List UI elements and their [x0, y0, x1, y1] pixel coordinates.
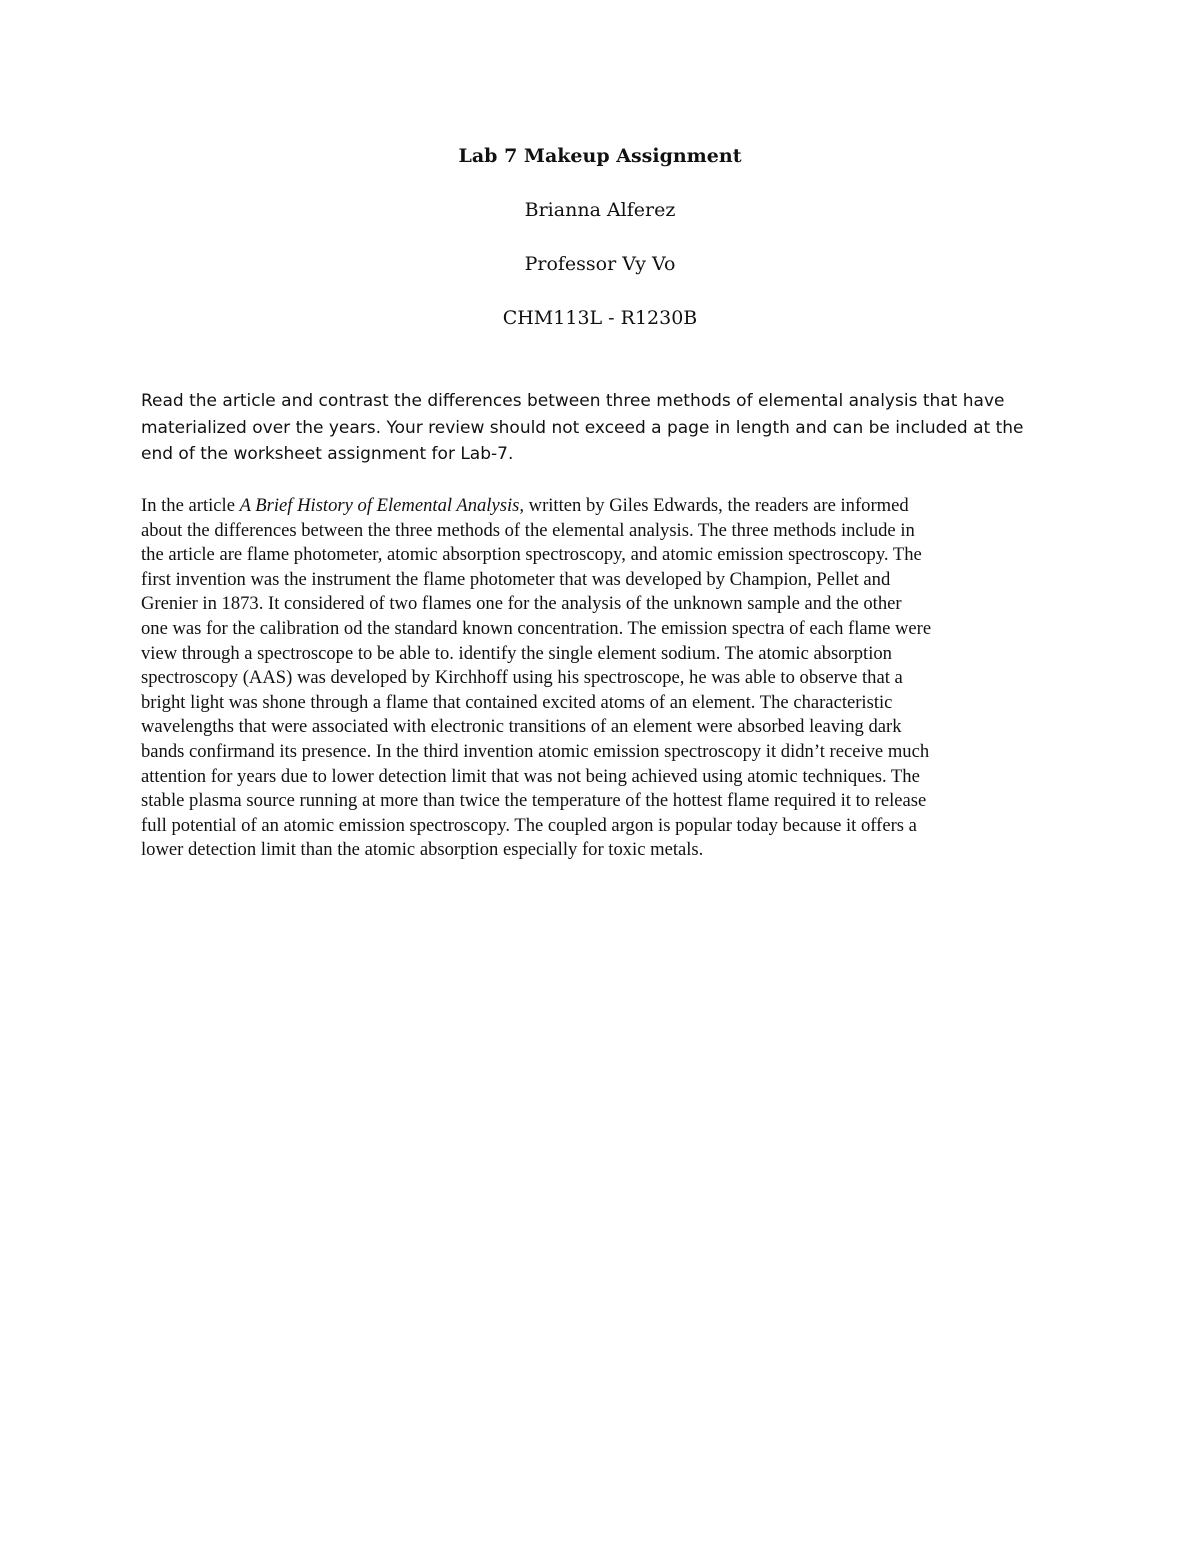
essay-line: stable plasma source running at more than twice the temperature of the hottest flame required it to release — [141, 790, 927, 812]
document-title: Lab 7 Makeup Assignment — [458, 145, 742, 167]
essay-line: lower detection limit than the atomic absorption especially for toxic metals. — [141, 839, 704, 861]
professor-name: Professor Vy Vo — [524, 253, 676, 275]
essay-line: spectroscopy (AAS) was developed by Kirchhoff using his spectroscope, he was able to observe that a — [141, 667, 903, 689]
essay-line: full potential of an atomic emission spectroscopy. The coupled argon is popular today because it offers a — [141, 814, 917, 836]
essay-line: about the differences between the three methods of the elemental analysis. The three methods include in — [141, 519, 915, 541]
essay-intro-text: In the article — [141, 495, 240, 516]
essay-line: Grenier in 1873. It considered of two flames one for the analysis of the unknown sample and the other — [141, 593, 902, 615]
prompt-line: end of the worksheet assignment for Lab-7. — [141, 444, 514, 464]
essay-line: view through a spectroscope to be able to. identify the single element sodium. The atomic absorption — [141, 642, 892, 664]
essay-intro-text: written by Giles Edwards, the readers are informed — [524, 495, 909, 516]
essay-line: the article are flame photometer, atomic absorption spectroscopy, and atomic emission spectroscopy. The — [141, 544, 922, 566]
essay-line: first invention was the instrument the flame photometer that was developed by Champion, Pellet and — [141, 568, 891, 590]
prompt-line: Read the article and contrast the differences between three methods of elemental analysis that have — [141, 391, 1005, 411]
assignment-prompt — [141, 388, 1071, 468]
article-title: A Brief History of Elemental Analysis, — [239, 495, 524, 516]
essay-line — [141, 494, 1071, 519]
essay-line: wavelengths that were associated with electronic transitions of an element were absorbed leaving dark — [141, 716, 902, 738]
essay-line: bright light was shone through a flame that contained excited atoms of an element. The characteristic — [141, 691, 893, 713]
course-code: CHM113L - R1230B — [502, 307, 698, 329]
author-name: Brianna Alferez — [524, 199, 676, 221]
essay-line: bands confirmand its presence. In the third invention atomic emission spectroscopy it didn’t receive much — [141, 740, 930, 762]
essay-line: attention for years due to lower detection limit that was not being achieved using atomic techniques. The — [141, 765, 920, 787]
prompt-line: materialized over the years. Your review should not exceed a page in length and can be included at the — [141, 417, 1024, 438]
essay-line: one was for the calibration od the standard known concentration. The emission spectra of each flame were — [141, 617, 932, 639]
essay-paragraph — [141, 494, 1071, 863]
